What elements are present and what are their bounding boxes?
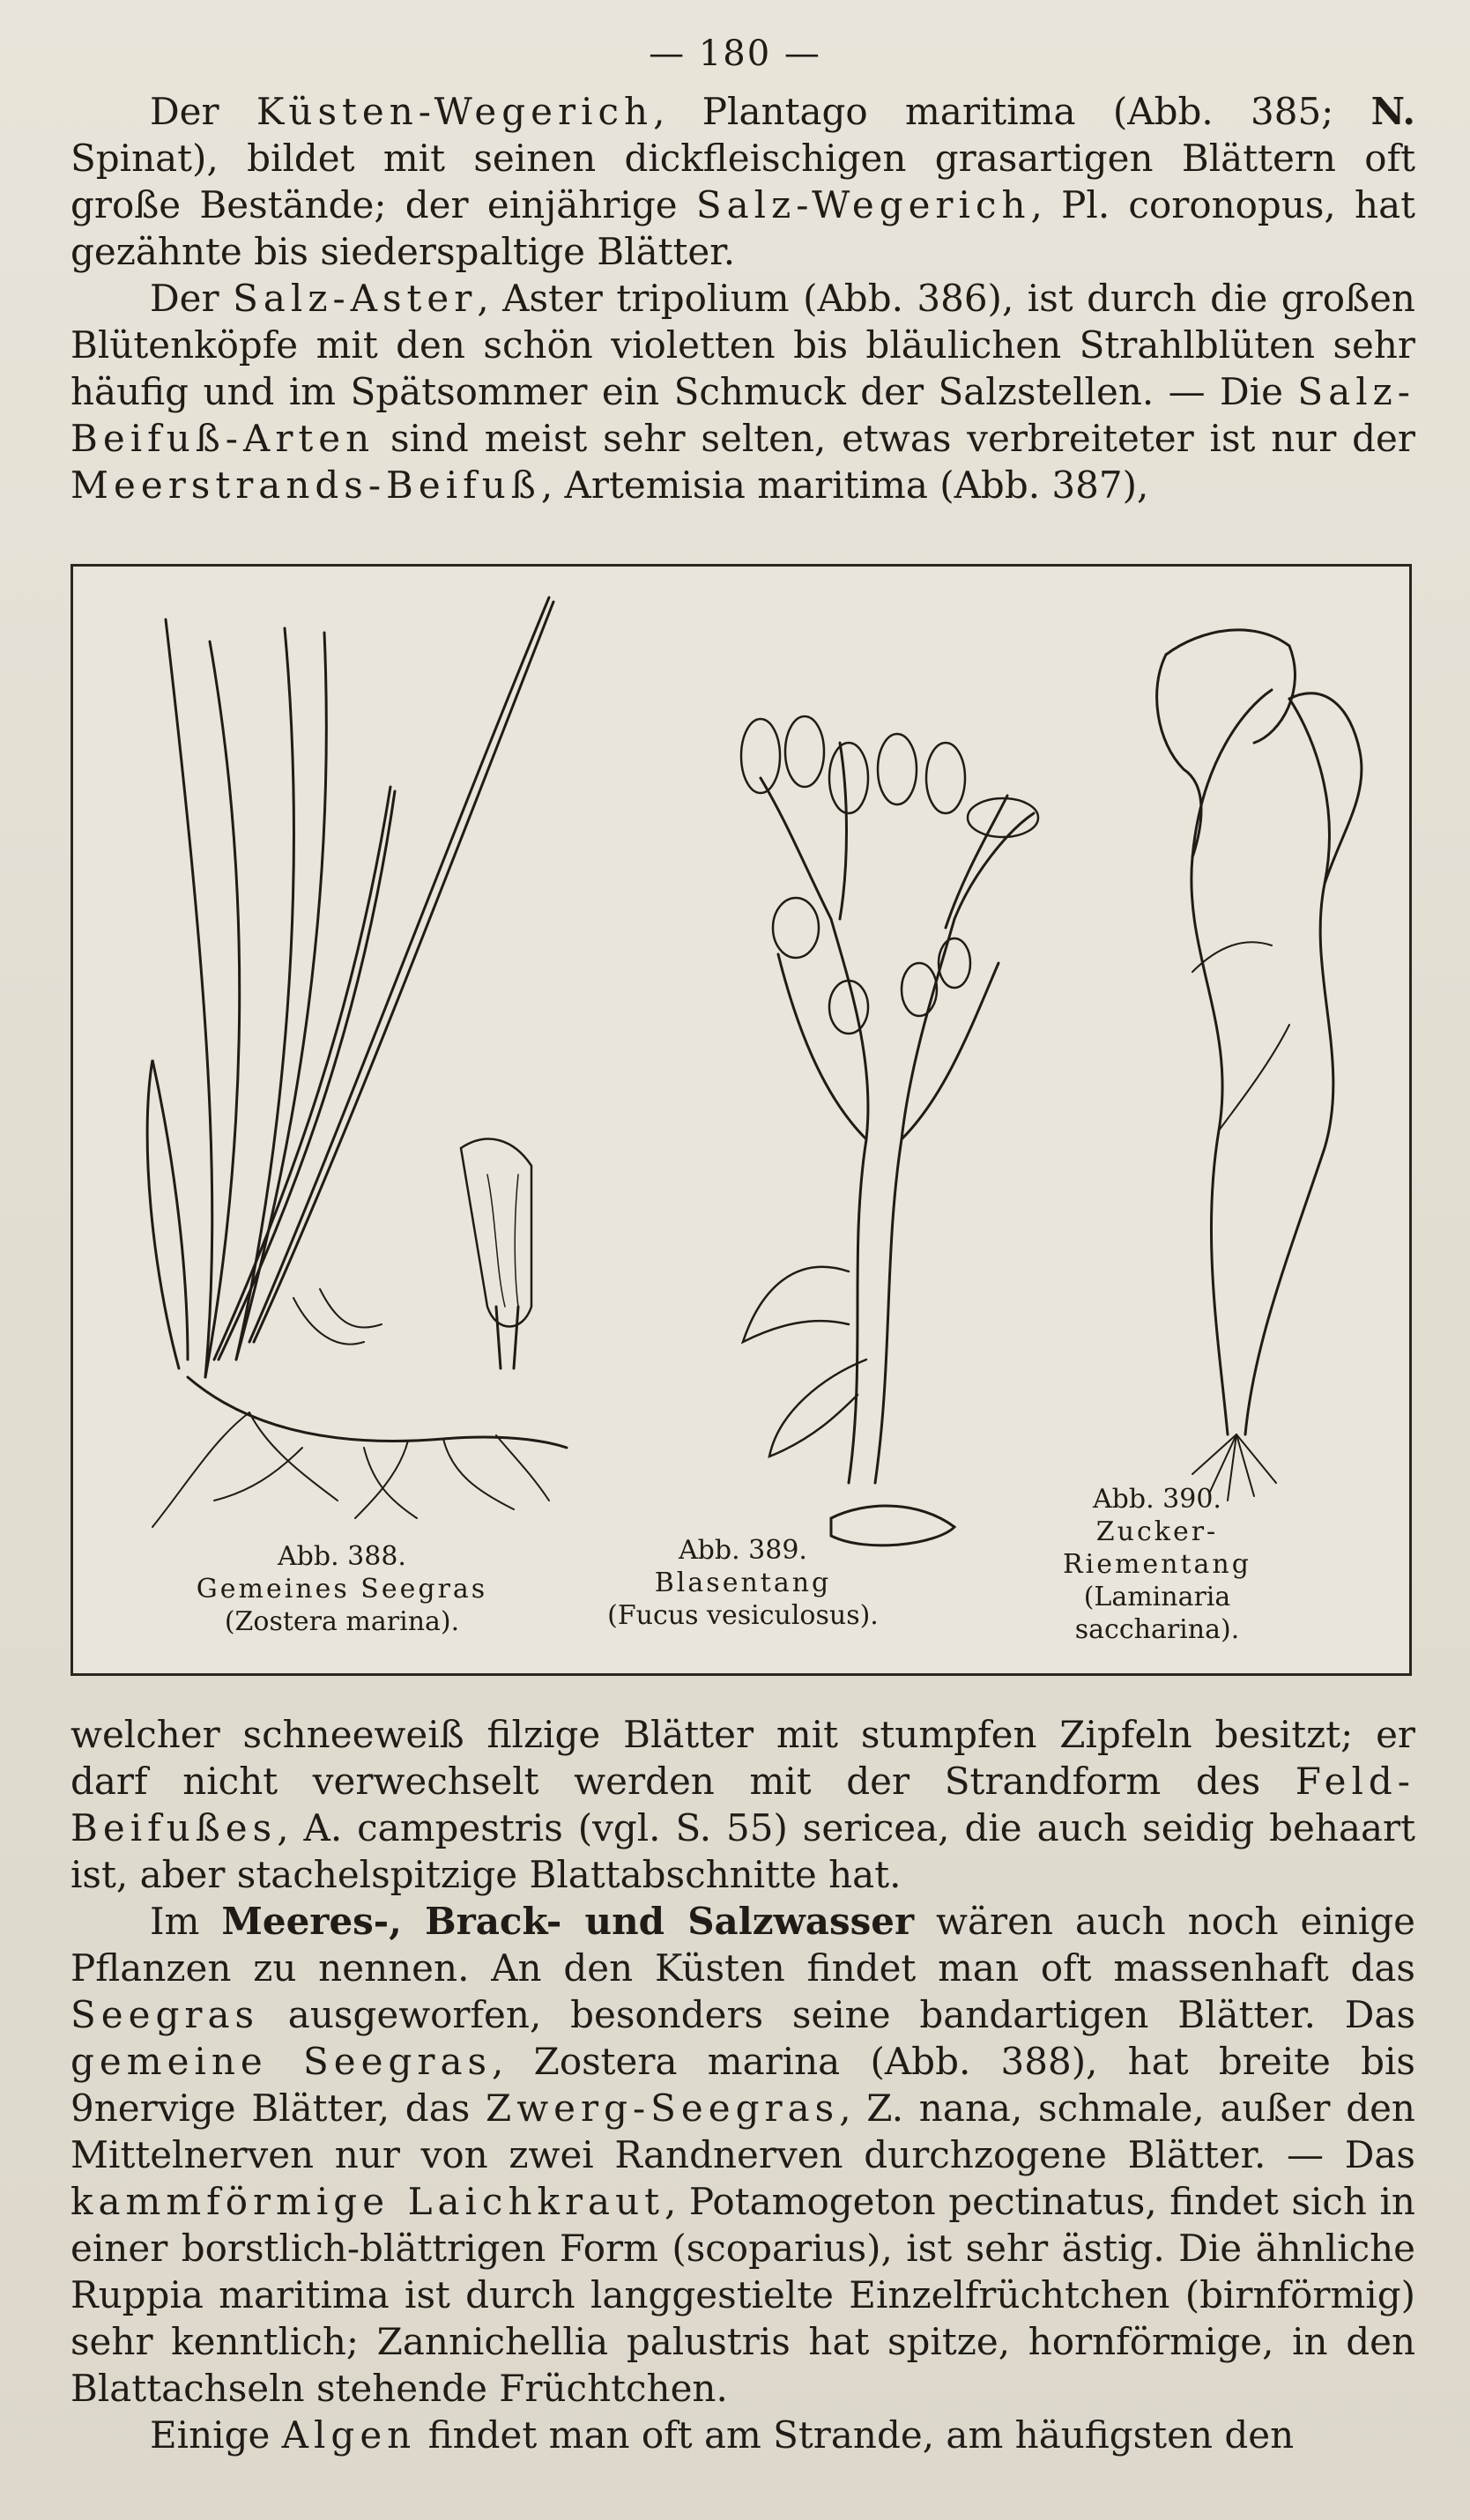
figure-name: Blasentang xyxy=(654,1568,832,1598)
paragraph-seegras xyxy=(71,1898,1415,2412)
text-run: , Artemisia maritima (Abb. 387), xyxy=(540,463,1149,507)
text-run: Der xyxy=(150,90,256,133)
figure-plate xyxy=(71,564,1412,1676)
paragraph-algen xyxy=(71,2412,1415,2458)
bladder-wrack-illustration xyxy=(741,716,1038,1545)
text-run: Seegras xyxy=(71,1993,260,2036)
text-run: Küsten-Wegerich xyxy=(256,90,654,133)
bottom-text-block xyxy=(71,1711,1415,2458)
caption-figure-388 xyxy=(157,1540,527,1638)
figure-latin-name: (Zostera marina). xyxy=(224,1606,460,1637)
text-run: findet man oft am Strande, am häufigsten den xyxy=(416,2413,1295,2457)
text-run: , A. campestris (vgl. S. 55) sericea, die auch seidig behaart ist, aber stachelspitzige Blattabschnitte hat. xyxy=(71,1806,1415,1896)
text-run: , Aster tripolium (Abb. 386), ist durch die großen Blütenköpfe mit den schön violetten bis bläulichen Strahlblüten sehr häufig und im Spätsommer ein Schmuck der Salzstellen. — Die xyxy=(71,277,1415,413)
paragraph-feld-beifuss xyxy=(71,1711,1415,1898)
text-run: Zwerg-Seegras xyxy=(486,2086,840,2130)
text-run: kammförmige Laichkraut xyxy=(71,2180,664,2223)
figure-number: Abb. 390. xyxy=(1093,1484,1221,1515)
text-run: ausgeworfen, besonders seine bandartigen Blätter. Das xyxy=(259,1993,1415,2036)
text-run: , Zostera marina (Abb. 388), hat breite bis 9nervige Blätter, das xyxy=(71,2040,1415,2130)
sugar-kelp-illustration xyxy=(1157,630,1362,1501)
text-run: , Potamogeton pectinatus, findet sich in einer borstlich-blättrigen Form (scoparius), ist sehr ästig. Die ähnliche Ruppia maritima ist durch langgestielte Einzelfrüchtchen (birnförmig) sehr kenntlich; Zannichellia palustris hat spitze, hornförmige, in den Blattachseln stehende Früchtchen. xyxy=(71,2180,1415,2410)
figure-number: Abb. 388. xyxy=(278,1541,406,1572)
text-run: Salz-Beifuß-Arten xyxy=(71,370,1415,460)
text-run: Der xyxy=(150,277,234,320)
figure-number: Abb. 389. xyxy=(679,1535,807,1566)
figure-latin-name: (Fucus vesiculosus). xyxy=(607,1600,879,1631)
text-run: Salz-Aster xyxy=(233,277,478,320)
text-run: Algen xyxy=(281,2413,417,2457)
text-run: Im xyxy=(150,1900,222,1943)
caption-figure-390 xyxy=(972,1483,1342,1646)
figure-name: Gemeines Seegras xyxy=(196,1574,488,1605)
text-run: Spinat), bildet mit seinen dickfleischigen grasartigen Blättern oft große Bestände; der einjährige xyxy=(71,137,1415,226)
figure-name-continued: Riementang xyxy=(1063,1549,1251,1580)
page-number: — 180 — xyxy=(649,33,821,74)
seagrass-illustration xyxy=(147,597,567,1527)
text-run: wären auch noch einige Pflanzen zu nennen. An den Küsten findet man oft massenhaft das xyxy=(71,1900,1415,1990)
figure-latin-name-continued: saccharina). xyxy=(1074,1614,1240,1645)
top-text-block xyxy=(71,88,1415,508)
caption-figure-389 xyxy=(558,1534,928,1632)
text-run: welcher schneeweiß filzige Blätter mit stumpfen Zipfeln besitzt; er darf nicht verwechselt werden mit der Strandform des xyxy=(71,1713,1415,1803)
paragraph-plantago xyxy=(71,88,1415,275)
figure-name: Zucker- xyxy=(1095,1516,1219,1547)
text-run: Einige xyxy=(150,2413,282,2457)
text-run: , Pl. coronopus, hat gezähnte bis siederspaltige Blätter. xyxy=(71,183,1415,273)
text-run: Meeres-, Brack- und Salzwasser xyxy=(221,1900,915,1943)
text-run: , Z. nana, schmale, außer den Mittelnerven nur von zwei Randnerven durchzogene Blätter. — Das xyxy=(71,2086,1415,2176)
text-run: Salz-Wegerich xyxy=(695,183,1031,226)
figure-latin-name: (Laminaria xyxy=(1083,1582,1231,1612)
paragraph-aster xyxy=(71,275,1415,508)
text-run: Feld-Beifußes xyxy=(71,1760,1415,1849)
text-run: gemeine Seegras xyxy=(71,2040,493,2083)
text-run: Meerstrands-Beifuß xyxy=(71,463,541,507)
text-run: , Plantago maritima (Abb. 385; xyxy=(653,90,1371,133)
text-run: N. xyxy=(1370,90,1415,133)
text-run: sind meist sehr selten, etwas verbreiteter ist nur der xyxy=(375,417,1415,460)
